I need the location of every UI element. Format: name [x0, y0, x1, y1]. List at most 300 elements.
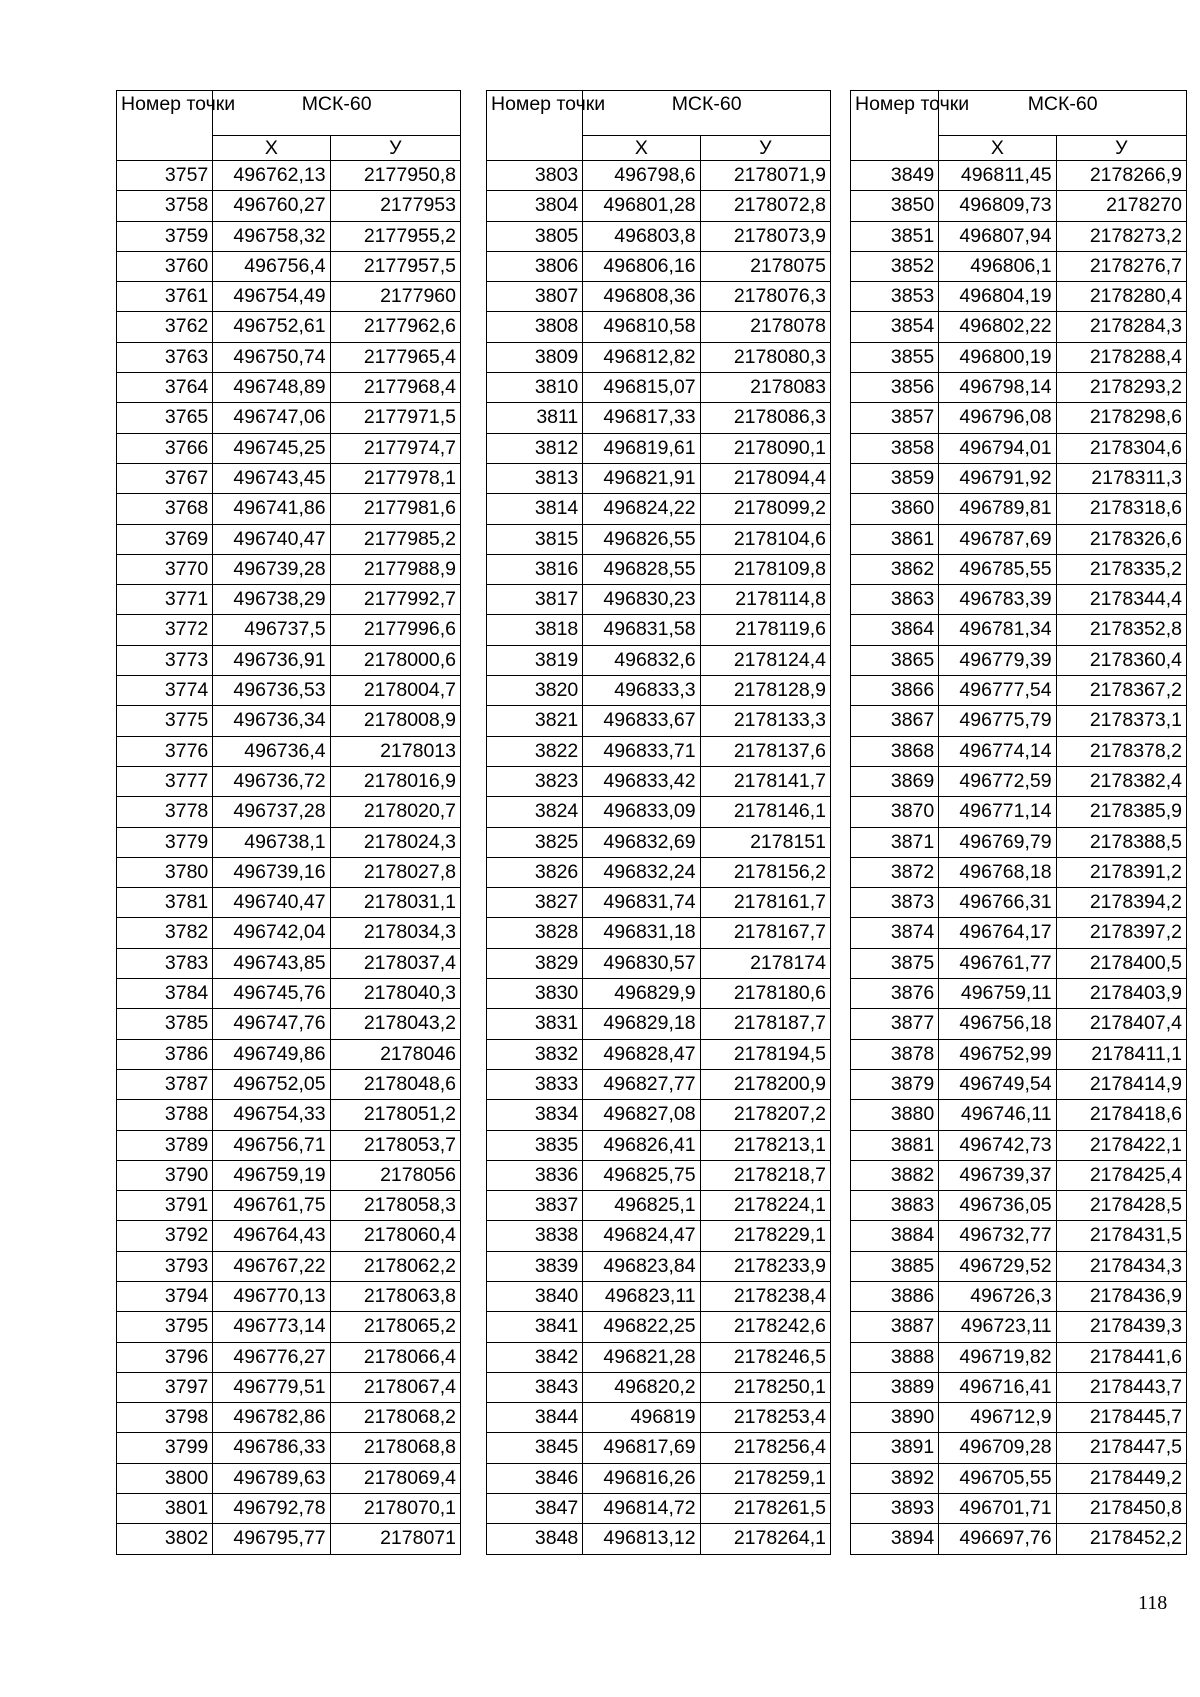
table-row — [851, 191, 1187, 221]
y-coordinate-cell: 2178207,2 — [700, 1100, 830, 1130]
table-row — [117, 342, 461, 372]
table-row — [117, 494, 461, 524]
y-coordinate-cell: 2177962,6 — [330, 312, 460, 342]
point-number-cell: 3805 — [487, 221, 583, 251]
x-coordinate-cell: 496752,05 — [213, 1069, 330, 1099]
x-coordinate-cell: 496762,13 — [213, 161, 330, 191]
x-coordinate-cell: 496736,91 — [213, 645, 330, 675]
x-coordinate-cell: 496747,06 — [213, 403, 330, 433]
y-coordinate-cell: 2178024,3 — [330, 827, 460, 857]
table-row — [851, 676, 1187, 706]
table-row — [851, 736, 1187, 766]
x-coordinate-cell: 496736,53 — [213, 676, 330, 706]
x-coordinate-cell: 496747,76 — [213, 1009, 330, 1039]
table-row — [851, 918, 1187, 948]
x-coordinate-cell: 496798,6 — [583, 161, 700, 191]
x-coordinate-cell: 496777,54 — [939, 676, 1056, 706]
point-number-cell: 3862 — [851, 554, 939, 584]
table-row — [487, 373, 831, 403]
x-coordinate-cell: 496810,58 — [583, 312, 700, 342]
point-number-cell: 3778 — [117, 797, 213, 827]
table-row — [851, 706, 1187, 736]
y-coordinate-cell: 2178431,5 — [1056, 1221, 1186, 1251]
x-coordinate-cell: 496758,32 — [213, 221, 330, 251]
x-coordinate-cell: 496789,81 — [939, 494, 1056, 524]
x-coordinate-cell: 496729,52 — [939, 1251, 1056, 1281]
y-coordinate-cell: 2178067,4 — [330, 1372, 460, 1402]
point-number-cell: 3853 — [851, 282, 939, 312]
point-number-cell: 3849 — [851, 161, 939, 191]
header-point-number: Номер точки — [117, 91, 213, 161]
point-number-cell: 3760 — [117, 251, 213, 281]
x-coordinate-cell: 496832,6 — [583, 645, 700, 675]
y-coordinate-cell: 2178311,3 — [1056, 463, 1186, 493]
point-number-cell: 3859 — [851, 463, 939, 493]
point-number-cell: 3790 — [117, 1160, 213, 1190]
point-number-cell: 3773 — [117, 645, 213, 675]
y-coordinate-cell: 2178273,2 — [1056, 221, 1186, 251]
table-row — [851, 1009, 1187, 1039]
table-row — [487, 827, 831, 857]
y-coordinate-cell: 2178242,6 — [700, 1312, 830, 1342]
header-y: У — [700, 136, 830, 161]
y-coordinate-cell: 2178293,2 — [1056, 373, 1186, 403]
y-coordinate-cell: 2178046 — [330, 1039, 460, 1069]
table-row — [487, 191, 831, 221]
y-coordinate-cell: 2178020,7 — [330, 797, 460, 827]
x-coordinate-cell: 496817,69 — [583, 1433, 700, 1463]
y-coordinate-cell: 2178008,9 — [330, 706, 460, 736]
x-coordinate-cell: 496817,33 — [583, 403, 700, 433]
y-coordinate-cell: 2178078 — [700, 312, 830, 342]
point-number-cell: 3806 — [487, 251, 583, 281]
table-row — [487, 282, 831, 312]
table-row — [487, 312, 831, 342]
y-coordinate-cell: 2178246,5 — [700, 1342, 830, 1372]
table-row — [851, 1433, 1187, 1463]
point-number-cell: 3872 — [851, 857, 939, 887]
y-coordinate-cell: 2178180,6 — [700, 979, 830, 1009]
y-coordinate-cell: 2178352,8 — [1056, 615, 1186, 645]
y-coordinate-cell: 2178439,3 — [1056, 1312, 1186, 1342]
y-coordinate-cell: 2177960 — [330, 282, 460, 312]
header-y: У — [1056, 136, 1186, 161]
y-coordinate-cell: 2178043,2 — [330, 1009, 460, 1039]
point-number-cell: 3759 — [117, 221, 213, 251]
point-number-cell: 3770 — [117, 554, 213, 584]
y-coordinate-cell: 2178090,1 — [700, 433, 830, 463]
y-coordinate-cell: 2178256,4 — [700, 1433, 830, 1463]
table-row — [851, 463, 1187, 493]
y-coordinate-cell: 2178266,9 — [1056, 161, 1186, 191]
point-number-cell: 3809 — [487, 342, 583, 372]
x-coordinate-cell: 496738,1 — [213, 827, 330, 857]
y-coordinate-cell: 2178298,6 — [1056, 403, 1186, 433]
y-coordinate-cell: 2178037,4 — [330, 948, 460, 978]
point-number-cell: 3812 — [487, 433, 583, 463]
table-row — [117, 1433, 461, 1463]
x-coordinate-cell: 496833,67 — [583, 706, 700, 736]
point-number-cell: 3768 — [117, 494, 213, 524]
point-number-cell: 3840 — [487, 1281, 583, 1311]
point-number-cell: 3850 — [851, 191, 939, 221]
point-number-cell: 3757 — [117, 161, 213, 191]
y-coordinate-cell: 2178200,9 — [700, 1069, 830, 1099]
x-coordinate-cell: 496775,79 — [939, 706, 1056, 736]
point-number-cell: 3779 — [117, 827, 213, 857]
x-coordinate-cell: 496719,82 — [939, 1342, 1056, 1372]
y-coordinate-cell: 2178425,4 — [1056, 1160, 1186, 1190]
coordinates-table-3 — [850, 90, 1187, 1555]
x-coordinate-cell: 496742,04 — [213, 918, 330, 948]
table-row — [117, 1191, 461, 1221]
point-number-cell: 3855 — [851, 342, 939, 372]
point-number-cell: 3824 — [487, 797, 583, 827]
x-coordinate-cell: 496726,3 — [939, 1281, 1056, 1311]
point-number-cell: 3776 — [117, 736, 213, 766]
x-coordinate-cell: 496745,25 — [213, 433, 330, 463]
table-row — [487, 706, 831, 736]
point-number-cell: 3865 — [851, 645, 939, 675]
x-coordinate-cell: 496746,11 — [939, 1100, 1056, 1130]
point-number-cell: 3857 — [851, 403, 939, 433]
point-number-cell: 3873 — [851, 888, 939, 918]
header-coordinate-system: МСК-60 — [939, 91, 1187, 136]
x-coordinate-cell: 496736,05 — [939, 1191, 1056, 1221]
point-number-cell: 3808 — [487, 312, 583, 342]
table-row — [851, 494, 1187, 524]
x-coordinate-cell: 496705,55 — [939, 1463, 1056, 1493]
point-number-cell: 3816 — [487, 554, 583, 584]
y-coordinate-cell: 2178400,5 — [1056, 948, 1186, 978]
point-number-cell: 3804 — [487, 191, 583, 221]
point-number-cell: 3881 — [851, 1130, 939, 1160]
x-coordinate-cell: 496761,77 — [939, 948, 1056, 978]
x-coordinate-cell: 496796,08 — [939, 403, 1056, 433]
table-row — [487, 161, 831, 191]
table-row — [851, 645, 1187, 675]
point-number-cell: 3877 — [851, 1009, 939, 1039]
point-number-cell: 3869 — [851, 766, 939, 796]
x-coordinate-cell: 496772,59 — [939, 766, 1056, 796]
table-row — [117, 615, 461, 645]
y-coordinate-cell: 2178051,2 — [330, 1100, 460, 1130]
y-coordinate-cell: 2178070,1 — [330, 1494, 460, 1524]
table-row — [117, 524, 461, 554]
x-coordinate-cell: 496821,28 — [583, 1342, 700, 1372]
y-coordinate-cell: 2177965,4 — [330, 342, 460, 372]
table-row — [851, 554, 1187, 584]
table-row — [851, 1281, 1187, 1311]
y-coordinate-cell: 2178151 — [700, 827, 830, 857]
x-coordinate-cell: 496737,28 — [213, 797, 330, 827]
table-row — [851, 1069, 1187, 1099]
y-coordinate-cell: 2178069,4 — [330, 1463, 460, 1493]
table-row — [487, 857, 831, 887]
table-row — [851, 979, 1187, 1009]
table-row — [487, 766, 831, 796]
point-number-cell: 3758 — [117, 191, 213, 221]
y-coordinate-cell: 2178031,1 — [330, 888, 460, 918]
y-coordinate-cell: 2178450,8 — [1056, 1494, 1186, 1524]
y-coordinate-cell: 2178280,4 — [1056, 282, 1186, 312]
x-coordinate-cell: 496806,1 — [939, 251, 1056, 281]
table-row — [487, 1433, 831, 1463]
x-coordinate-cell: 496701,71 — [939, 1494, 1056, 1524]
y-coordinate-cell: 2177971,5 — [330, 403, 460, 433]
table-row — [487, 1281, 831, 1311]
point-number-cell: 3767 — [117, 463, 213, 493]
x-coordinate-cell: 496770,13 — [213, 1281, 330, 1311]
table-row — [851, 827, 1187, 857]
y-coordinate-cell: 2178137,6 — [700, 736, 830, 766]
table-row — [487, 342, 831, 372]
table-row — [851, 221, 1187, 251]
y-coordinate-cell: 2178071,9 — [700, 161, 830, 191]
point-number-cell: 3763 — [117, 342, 213, 372]
x-coordinate-cell: 496736,72 — [213, 766, 330, 796]
point-number-cell: 3886 — [851, 1281, 939, 1311]
point-number-cell: 3822 — [487, 736, 583, 766]
x-coordinate-cell: 496782,86 — [213, 1403, 330, 1433]
y-coordinate-cell: 2178072,8 — [700, 191, 830, 221]
y-coordinate-cell: 2178048,6 — [330, 1069, 460, 1099]
y-coordinate-cell: 2178218,7 — [700, 1160, 830, 1190]
y-coordinate-cell: 2178146,1 — [700, 797, 830, 827]
table-row — [487, 918, 831, 948]
x-coordinate-cell: 496795,77 — [213, 1524, 330, 1554]
table-row — [487, 463, 831, 493]
table-row — [851, 1221, 1187, 1251]
point-number-cell: 3783 — [117, 948, 213, 978]
point-number-cell: 3835 — [487, 1130, 583, 1160]
x-coordinate-cell: 496832,69 — [583, 827, 700, 857]
x-coordinate-cell: 496831,18 — [583, 918, 700, 948]
x-coordinate-cell: 496771,14 — [939, 797, 1056, 827]
y-coordinate-cell: 2178403,9 — [1056, 979, 1186, 1009]
point-number-cell: 3871 — [851, 827, 939, 857]
x-coordinate-cell: 496779,39 — [939, 645, 1056, 675]
x-coordinate-cell: 496739,28 — [213, 554, 330, 584]
x-coordinate-cell: 496823,11 — [583, 1281, 700, 1311]
point-number-cell: 3831 — [487, 1009, 583, 1039]
point-number-cell: 3795 — [117, 1312, 213, 1342]
y-coordinate-cell: 2178133,3 — [700, 706, 830, 736]
table-row — [117, 888, 461, 918]
x-coordinate-cell: 496760,27 — [213, 191, 330, 221]
x-coordinate-cell: 496830,57 — [583, 948, 700, 978]
x-coordinate-cell: 496764,17 — [939, 918, 1056, 948]
point-number-cell: 3823 — [487, 766, 583, 796]
y-coordinate-cell: 2177985,2 — [330, 524, 460, 554]
y-coordinate-cell: 2178326,6 — [1056, 524, 1186, 554]
point-number-cell: 3785 — [117, 1009, 213, 1039]
table-row — [117, 433, 461, 463]
table-row — [487, 645, 831, 675]
y-coordinate-cell: 2178119,6 — [700, 615, 830, 645]
table-row — [117, 1069, 461, 1099]
y-coordinate-cell: 2178128,9 — [700, 676, 830, 706]
y-coordinate-cell: 2178250,1 — [700, 1372, 830, 1402]
table-row — [117, 1494, 461, 1524]
y-coordinate-cell: 2178071 — [330, 1524, 460, 1554]
y-coordinate-cell: 2178452,2 — [1056, 1524, 1186, 1554]
y-coordinate-cell: 2178224,1 — [700, 1191, 830, 1221]
x-coordinate-cell: 496828,55 — [583, 554, 700, 584]
y-coordinate-cell: 2178000,6 — [330, 645, 460, 675]
point-number-cell: 3819 — [487, 645, 583, 675]
point-number-cell: 3893 — [851, 1494, 939, 1524]
point-number-cell: 3782 — [117, 918, 213, 948]
y-coordinate-cell: 2177996,6 — [330, 615, 460, 645]
table-row — [487, 1312, 831, 1342]
table-row — [117, 1251, 461, 1281]
y-coordinate-cell: 2178360,4 — [1056, 645, 1186, 675]
y-coordinate-cell: 2178213,1 — [700, 1130, 830, 1160]
point-number-cell: 3864 — [851, 615, 939, 645]
x-coordinate-cell: 496804,19 — [939, 282, 1056, 312]
point-number-cell: 3764 — [117, 373, 213, 403]
y-coordinate-cell: 2178385,9 — [1056, 797, 1186, 827]
point-number-cell: 3832 — [487, 1039, 583, 1069]
point-number-cell: 3796 — [117, 1342, 213, 1372]
x-coordinate-cell: 496743,85 — [213, 948, 330, 978]
point-number-cell: 3777 — [117, 766, 213, 796]
y-coordinate-cell: 2178388,5 — [1056, 827, 1186, 857]
x-coordinate-cell: 496740,47 — [213, 524, 330, 554]
x-coordinate-cell: 496766,31 — [939, 888, 1056, 918]
table-row — [117, 403, 461, 433]
x-coordinate-cell: 496792,78 — [213, 1494, 330, 1524]
y-coordinate-cell: 2177968,4 — [330, 373, 460, 403]
table-row — [851, 1160, 1187, 1190]
table-row — [117, 191, 461, 221]
table-row — [851, 1191, 1187, 1221]
x-coordinate-cell: 496798,14 — [939, 373, 1056, 403]
point-number-cell: 3854 — [851, 312, 939, 342]
table-row — [851, 1039, 1187, 1069]
header-x: Х — [213, 136, 330, 161]
table-row — [851, 1524, 1187, 1554]
table-row — [851, 615, 1187, 645]
y-coordinate-cell: 2177957,5 — [330, 251, 460, 281]
table-row — [117, 736, 461, 766]
point-number-cell: 3772 — [117, 615, 213, 645]
point-number-cell: 3843 — [487, 1372, 583, 1402]
table-row — [851, 1342, 1187, 1372]
table-row — [487, 1221, 831, 1251]
point-number-cell: 3887 — [851, 1312, 939, 1342]
table-row — [851, 1130, 1187, 1160]
point-number-cell: 3848 — [487, 1524, 583, 1554]
x-coordinate-cell: 496756,4 — [213, 251, 330, 281]
point-number-cell: 3868 — [851, 736, 939, 766]
point-number-cell: 3775 — [117, 706, 213, 736]
x-coordinate-cell: 496833,71 — [583, 736, 700, 766]
table-row — [487, 585, 831, 615]
x-coordinate-cell: 496761,75 — [213, 1191, 330, 1221]
y-coordinate-cell: 2178422,1 — [1056, 1130, 1186, 1160]
y-coordinate-cell: 2177992,7 — [330, 585, 460, 615]
point-number-cell: 3870 — [851, 797, 939, 827]
y-coordinate-cell: 2178167,7 — [700, 918, 830, 948]
x-coordinate-cell: 496750,74 — [213, 342, 330, 372]
table-row — [117, 918, 461, 948]
y-coordinate-cell: 2178141,7 — [700, 766, 830, 796]
x-coordinate-cell: 496820,2 — [583, 1372, 700, 1402]
point-number-cell: 3884 — [851, 1221, 939, 1251]
table-row — [117, 857, 461, 887]
y-coordinate-cell: 2178394,2 — [1056, 888, 1186, 918]
page-number: 118 — [1138, 1592, 1168, 1614]
table-row — [487, 1463, 831, 1493]
y-coordinate-cell: 2178288,4 — [1056, 342, 1186, 372]
x-coordinate-cell: 496833,42 — [583, 766, 700, 796]
point-number-cell: 3762 — [117, 312, 213, 342]
point-number-cell: 3860 — [851, 494, 939, 524]
table-row — [117, 1463, 461, 1493]
x-coordinate-cell: 496786,33 — [213, 1433, 330, 1463]
point-number-cell: 3846 — [487, 1463, 583, 1493]
x-coordinate-cell: 496794,01 — [939, 433, 1056, 463]
table-row — [851, 585, 1187, 615]
y-coordinate-cell: 2178411,1 — [1056, 1039, 1186, 1069]
point-number-cell: 3799 — [117, 1433, 213, 1463]
table-row — [117, 1130, 461, 1160]
table-row — [851, 312, 1187, 342]
point-number-cell: 3841 — [487, 1312, 583, 1342]
x-coordinate-cell: 496829,18 — [583, 1009, 700, 1039]
table-row — [117, 161, 461, 191]
y-coordinate-cell: 2178066,4 — [330, 1342, 460, 1372]
y-coordinate-cell: 2178414,9 — [1056, 1069, 1186, 1099]
point-number-cell: 3798 — [117, 1403, 213, 1433]
x-coordinate-cell: 496813,12 — [583, 1524, 700, 1554]
point-number-cell: 3803 — [487, 161, 583, 191]
table-row — [851, 857, 1187, 887]
table-row — [117, 676, 461, 706]
table-row — [487, 524, 831, 554]
x-coordinate-cell: 496831,74 — [583, 888, 700, 918]
y-coordinate-cell: 2178436,9 — [1056, 1281, 1186, 1311]
y-coordinate-cell: 2178397,2 — [1056, 918, 1186, 948]
x-coordinate-cell: 496812,82 — [583, 342, 700, 372]
table-row — [117, 221, 461, 251]
table-row — [117, 1312, 461, 1342]
table-row — [487, 554, 831, 584]
point-number-cell: 3788 — [117, 1100, 213, 1130]
point-number-cell: 3800 — [117, 1463, 213, 1493]
y-coordinate-cell: 2178447,5 — [1056, 1433, 1186, 1463]
y-coordinate-cell: 2178053,7 — [330, 1130, 460, 1160]
y-coordinate-cell: 2178076,3 — [700, 282, 830, 312]
table-row — [487, 1372, 831, 1402]
x-coordinate-cell: 496740,47 — [213, 888, 330, 918]
y-coordinate-cell: 2178318,6 — [1056, 494, 1186, 524]
table-row — [487, 433, 831, 463]
table-row — [851, 161, 1187, 191]
point-number-cell: 3766 — [117, 433, 213, 463]
table-row — [851, 1372, 1187, 1402]
point-number-cell: 3876 — [851, 979, 939, 1009]
x-coordinate-cell: 496779,51 — [213, 1372, 330, 1402]
table-row — [117, 463, 461, 493]
point-number-cell: 3794 — [117, 1281, 213, 1311]
x-coordinate-cell: 496819,61 — [583, 433, 700, 463]
x-coordinate-cell: 496814,72 — [583, 1494, 700, 1524]
point-number-cell: 3830 — [487, 979, 583, 1009]
x-coordinate-cell: 496806,16 — [583, 251, 700, 281]
